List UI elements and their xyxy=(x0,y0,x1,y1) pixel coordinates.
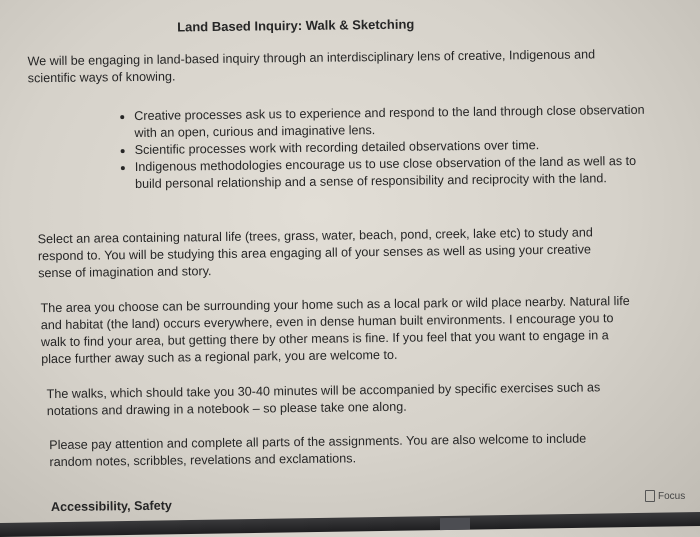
focus-button[interactable] xyxy=(645,490,685,502)
list-item: • Creative processes ask us to experience and respond to the land through close observation with an open, curious and imaginative lens. xyxy=(134,102,654,142)
intro-paragraph: We will be engaging in land-based inquiry through an interdisciplinary lens of creative, Indigenous and scientific ways of knowing. xyxy=(27,47,596,86)
list-item: • Scientific processes work with recording detailed observations over time. xyxy=(135,136,655,159)
paragraph-walks: The walks, which should take you 30-40 minutes will be accompanied by specific exercises such as notations and drawing in a notebook – so please take one along. xyxy=(46,380,601,419)
list-item: • Indigenous methodologies encourage us to use close observation of the land as well as to build personal relationship and a sense of responsibility and reciprocity with the land. xyxy=(135,153,655,193)
paragraph-area: Select an area containing natural life (trees, grass, water, beach, pond, creek, lake etc) to study and respond to. You will be studying this area engaging all of your senses as well as using your creative sense of imagination and story. xyxy=(37,225,593,281)
paragraph-location: The area you choose can be surrounding your home such as a local park or wild place nearby. Natural life and habitat (the land) occurs everywhere, even in dense human built environments. I encourage you to walk to find your area, but getting there by other means is fine. If you feel that you want to engage in a place further away such as a regional park, you are welcome to. xyxy=(40,293,630,367)
focus-label: Focus xyxy=(658,490,686,502)
bullet-list xyxy=(116,102,655,194)
paragraph-attention: Please pay attention and complete all parts of the assignments. You are also welcome to include random notes, scribbles, revelations and exclamations. xyxy=(49,431,587,470)
page-title: Land Based Inquiry: Walk & Sketching xyxy=(177,16,415,35)
focus-icon xyxy=(645,490,655,502)
taskbar-app-button[interactable] xyxy=(440,518,470,530)
section-heading: Accessibility, Safety xyxy=(50,498,172,515)
